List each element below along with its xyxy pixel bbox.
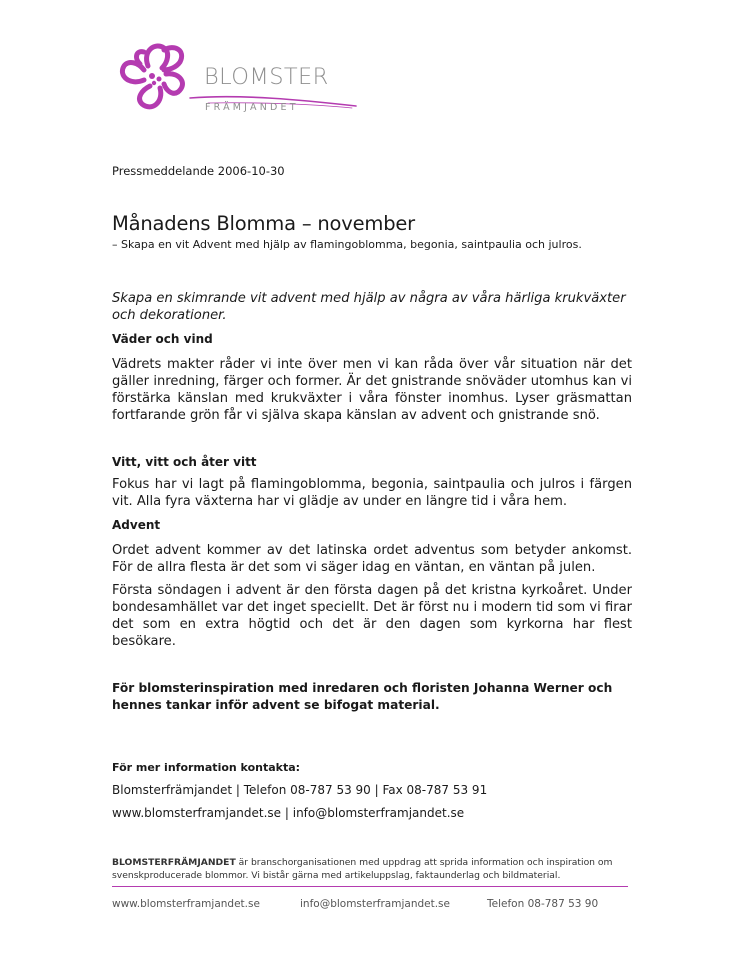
footer-divider bbox=[112, 886, 628, 887]
blomsterframjandet-logo bbox=[112, 40, 362, 130]
section-paragraph: Ordet advent kommer av det latinska ordet adventus som betyder ankomst. För de allra flesta är det som vi säger idag en väntan, en väntan på julen. bbox=[112, 543, 632, 575]
section-heading: Advent bbox=[112, 518, 161, 532]
footer-org-text: är branschorganisationen med uppdrag att sprida information och inspiration om svenskproducerade blommor. Vi bistår gärna med artikeluppslag, faktaunderlag och bildmaterial. bbox=[112, 857, 613, 881]
brand-subname: FRÄMJANDET bbox=[205, 102, 299, 113]
brand-name: BLOMSTER bbox=[204, 64, 329, 90]
page-subtitle: – Skapa en vit Advent med hjälp av flamingoblomma, begonia, saintpaulia och julros. bbox=[112, 238, 582, 251]
contact-line-phone: Blomsterfrämjandet | Telefon 08-787 53 90 | Fax 08-787 53 91 bbox=[112, 783, 488, 797]
footer-phone: Telefon 08-787 53 90 bbox=[487, 898, 599, 910]
section-heading: Väder och vind bbox=[112, 332, 213, 346]
section-paragraph: Fokus har vi lagt på flamingoblomma, begonia, saintpaulia och julros i färgen vit. Alla fyra växterna har vi glädje av under en längre tid i våra hem. bbox=[112, 477, 632, 509]
footer-about bbox=[112, 857, 632, 882]
page-title: Månadens Blomma – november bbox=[112, 212, 416, 235]
contact-heading: För mer information kontakta: bbox=[112, 761, 301, 774]
footer-web-link[interactable]: www.blomsterframjandet.se bbox=[112, 898, 260, 910]
footer-email-link[interactable]: info@blomsterframjandet.se bbox=[300, 898, 450, 910]
section-heading: Vitt, vitt och åter vitt bbox=[112, 455, 257, 469]
section-paragraph: Första söndagen i advent är den första dagen på det kristna kyrkoåret. Under bondesamhället var det inget speciellt. Det är först nu i modern tid som vi firar det som en extra högtid och det är den dagen som kyrkorna har flest besökare. bbox=[112, 583, 632, 649]
inspiration-note: För blomsterinspiration med inredaren och floristen Johanna Werner och hennes tankar inför advent se bifogat material. bbox=[112, 681, 613, 712]
dateline: Pressmeddelande 2006-10-30 bbox=[112, 164, 285, 178]
section-paragraph: Vädrets makter råder vi inte över men vi kan råda över vår situation när det gäller inredning, färger och former. Är det gnistrande snöväder utomhus kan vi förstärka känslan med krukväxter i våra fönster inomhus. Lyser gräsmattan fortfarande grön får vi själva skapa känslan av advent och gnistrande snö. bbox=[112, 357, 632, 423]
contact-line-web: www.blomsterframjandet.se | info@blomsterframjandet.se bbox=[112, 806, 465, 820]
lead-paragraph: Skapa en skimrande vit advent med hjälp av några av våra härliga krukväxter och dekorationer. bbox=[112, 291, 626, 323]
footer-org-name: BLOMSTERFRÄMJANDET bbox=[112, 857, 236, 868]
